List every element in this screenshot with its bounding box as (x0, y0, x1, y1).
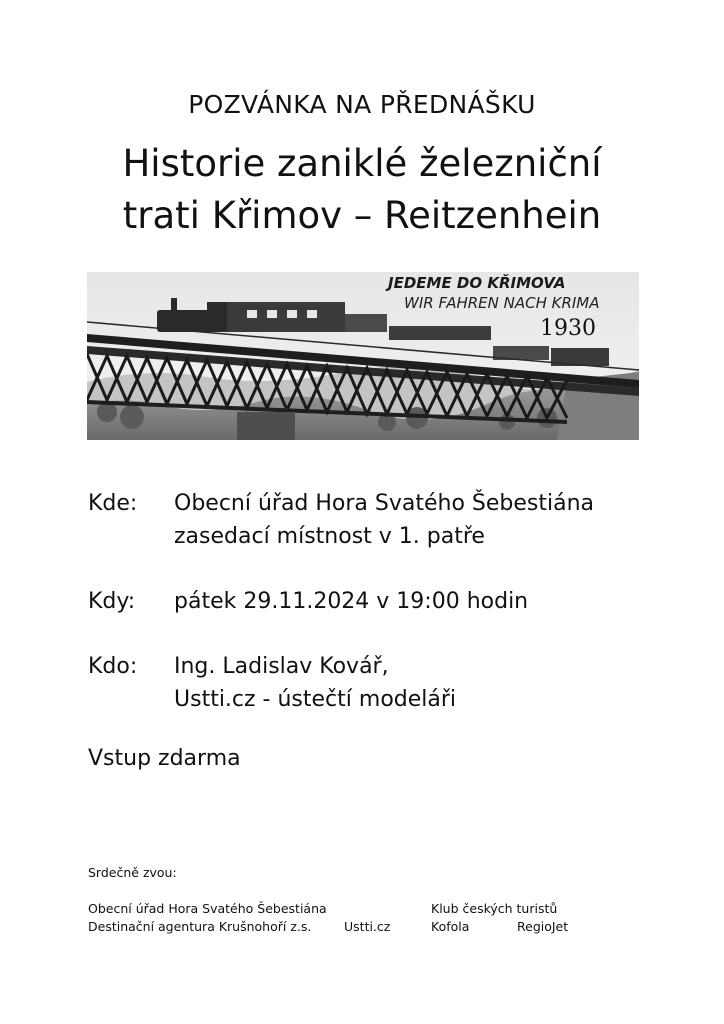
organizer-destination-agency: Destinační agentura Krušnohoří z.s. (88, 919, 312, 934)
photo-caption-german: WIR FAHREN NACH KRIMA (404, 294, 600, 312)
title-line-1: Historie zaniklé železniční (122, 142, 602, 185)
kicker-heading: POZVÁNKA NA PŘEDNÁŠKU (188, 90, 536, 119)
where-line-1: Obecní úřad Hora Svatého Šebestiána (174, 491, 595, 516)
title-line-2: trati Křimov – Reitzenhein (122, 194, 602, 237)
when-value: pátek 29.11.2024 v 19:00 hodin (174, 589, 529, 614)
sponsor-kofola: Kofola (431, 919, 470, 934)
photo-year: 1930 (540, 316, 596, 341)
organizer-tourist-club: Klub českých turistů (431, 901, 558, 916)
entry-note: Vstup zdarma (88, 746, 241, 771)
lecture-title (0, 138, 724, 242)
invite-label: Srdečně zvou: (88, 865, 177, 880)
organizer-ustti: Ustti.cz (344, 919, 391, 934)
organizer-municipality: Obecní úřad Hora Svatého Šebestiána (88, 901, 327, 916)
sponsor-regiojet: RegioJet (517, 919, 569, 934)
when-label: Kdy: (88, 589, 136, 614)
who-line-1: Ing. Ladislav Kovář, (174, 654, 389, 679)
who-label: Kdo: (88, 654, 138, 679)
where-line-2: zasedací místnost v 1. patře (174, 524, 485, 549)
where-label: Kde: (88, 491, 138, 516)
photo-caption-czech: JEDEME DO KŘIMOVA (388, 274, 566, 292)
who-line-2: Ustti.cz - ústečtí modeláři (174, 687, 457, 712)
